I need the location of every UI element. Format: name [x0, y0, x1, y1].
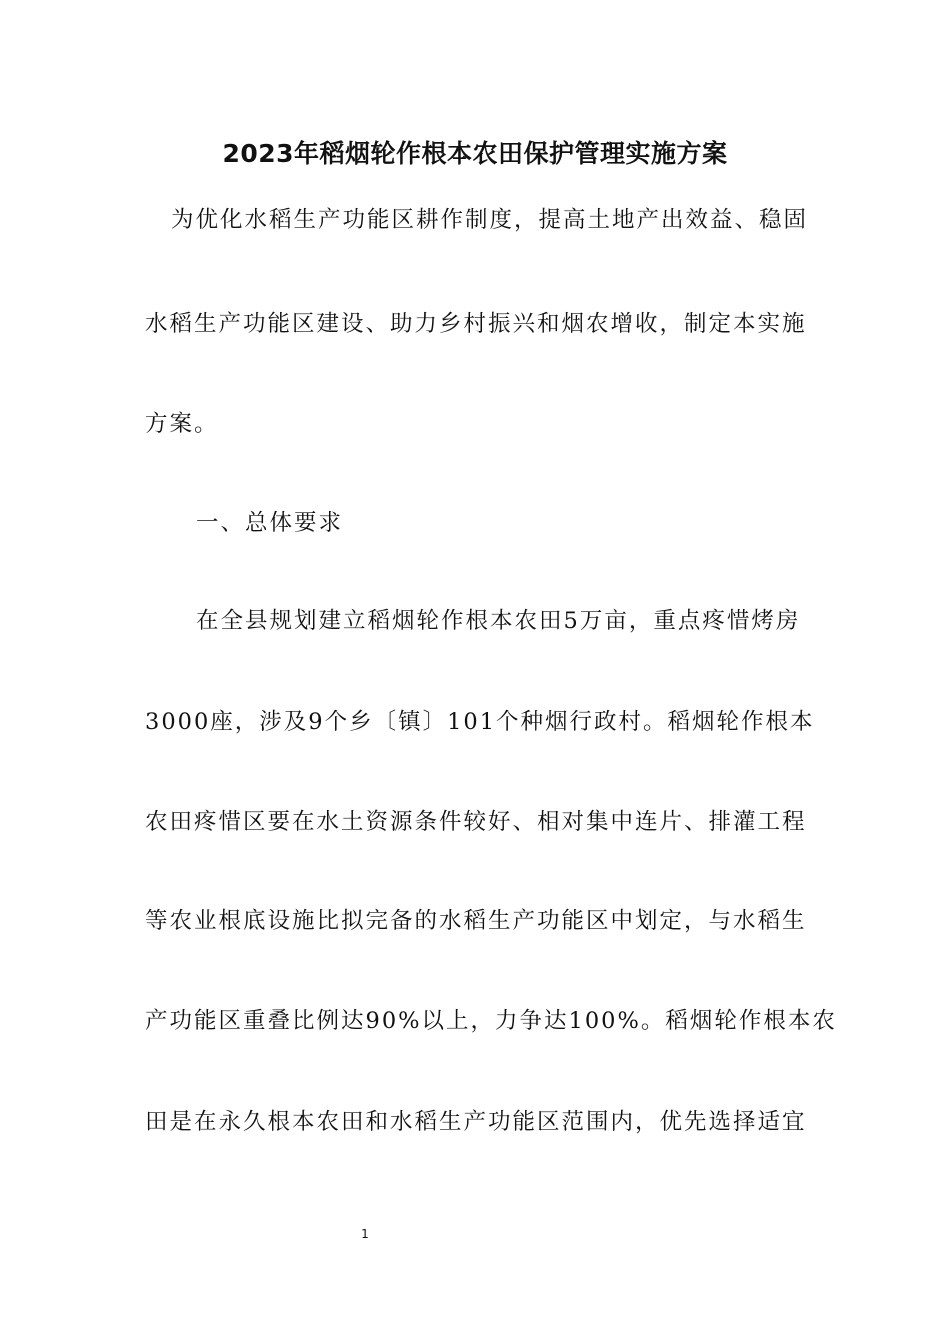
paragraph-line: 3000座，涉及9个乡〔镇〕101个种烟行政村。稻烟轮作根本: [145, 709, 815, 735]
paragraph-line: 方案。: [145, 411, 219, 437]
paragraph-line: 田是在永久根本农田和水稻生产功能区范围内，优先选择适宜: [145, 1109, 807, 1135]
paragraph-line: 为优化水稻生产功能区耕作制度，提高土地产出效益、稳固: [171, 207, 809, 233]
paragraph-line: 农田疼惜区要在水土资源条件较好、相对集中连片、排灌工程: [145, 809, 807, 835]
paragraph-line: 等农业根底设施比拟完备的水稻生产功能区中划定，与水稻生: [145, 908, 807, 934]
document-title: 2023年稻烟轮作根本农田保护管理实施方案: [222, 139, 728, 168]
section-heading: 一、总体要求: [196, 510, 344, 536]
page-number: 1: [361, 1227, 369, 1241]
paragraph-line: 水稻生产功能区建设、助力乡村振兴和烟农增收，制定本实施: [145, 311, 807, 337]
paragraph-line: 产功能区重叠比例达90%以上，力争达100%。稻烟轮作根本农: [145, 1008, 837, 1034]
paragraph-line: 在全县规划建立稻烟轮作根本农田5万亩，重点疼惜烤房: [196, 608, 801, 634]
